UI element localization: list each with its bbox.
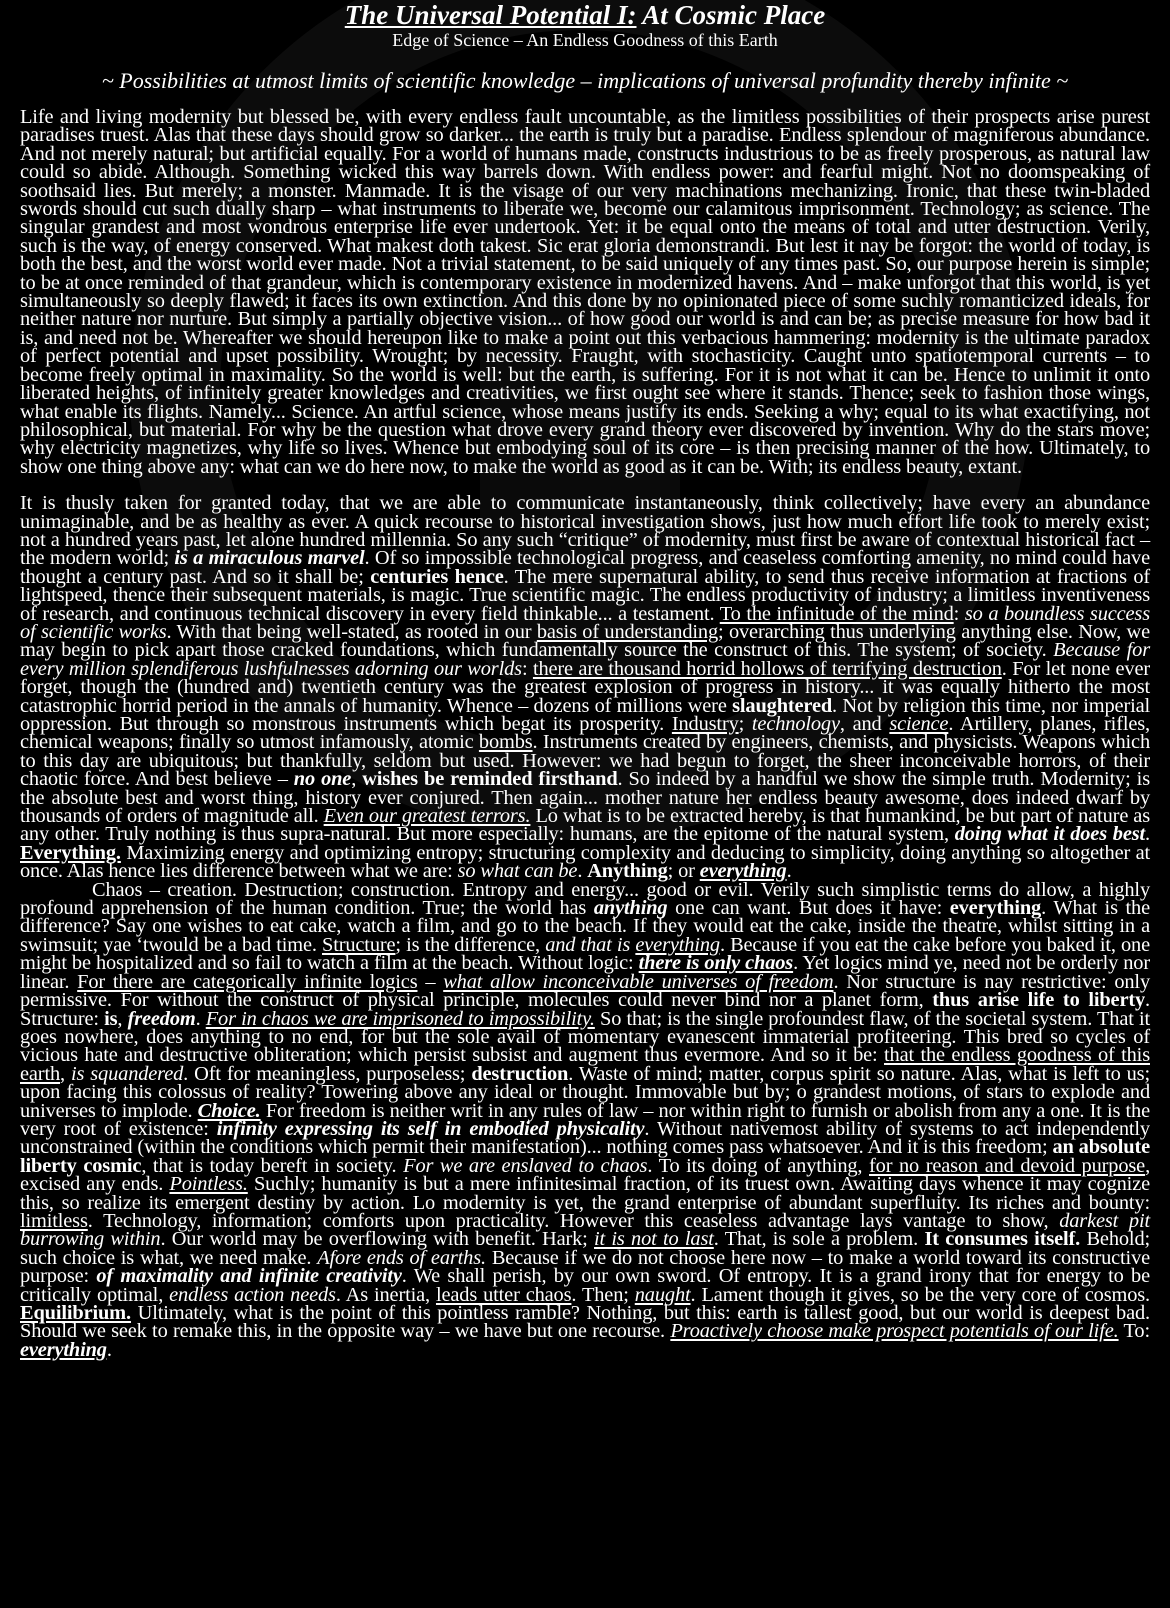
text-run: is xyxy=(104,1007,118,1030)
text-run: . Structure: xyxy=(20,989,1150,1030)
text-run: . Lament though it gives, so be the very core of cosmos. xyxy=(690,1283,1150,1306)
text-run: destruction xyxy=(471,1062,569,1085)
text-run: . That, is sole a problem. xyxy=(713,1228,925,1251)
text-run: centuries hence xyxy=(370,565,504,588)
text-run: : xyxy=(521,657,533,680)
text-run: Life and living modernity but blessed be, with every endless fault uncountable, as the limitless possibilities of their prospects arise purest paradises truest. Alas that these days should grow so darker... the earth is truly but a paradise. Endless splendour of magniferous abundance. And not merely natural; but artificial equally. For a world of humans made, constructs industrious to be as freely prosperous, as natural law could so abide. Although. Something wicked this way barrels down. With endless power: and fearful might. Not no doomspeaking of soothsaid lies. But merely; a monster. Manmade. It is the visage of our very machinations mechanizing. Ironic, that these twin-bladed swords should cut such dually sharp – what instruments to liberate we, become our calamitous imprisonment. Technology; as science. The singular grandest and most wondrous enterprise life ever undertook. Yet: it be equal onto the means of total and utter destruction. Verily, such is the way, of energy conserved. What makest doth takest. Sic erat gloria demonstrandi. But lest it nay be forgot: the world of today, is both the best, and the worst world ever made. Not a trivial statement, to be said uniquely of any times past. So, our purpose herein is simple; to be at once reminded of that grandeur, which is contemporary existence in modernized havens. And – make unforgot that this world, is yet simultaneously so deeply flawed; it faces its own extinction. And this done by no opinionated piece of some suchly romanticized ideals, for neither nature nor nurture. But simply a partially objective vision... of how good our world is and can be; as precise measure for how bad it is, and need not be. Whereafter we should hereupon like to make a point out this verbacious hammering: modernity is the ultimate paradox of perfect potential and upset possibility. Wrought; by necessity. Fraught, with stochasticity. Caught unto spatiotemporal currents – to become freely optimal in maximality. So the world is well: but the earth, is suffering. For it is not what it can be. Hence to unlimit it onto liberated heights, of infinitely greater knowledges and creativities, we first ought see where it stands. Thence; seek to fashion those wings, what enable its flights. Namely... Science. An artful science, whose means justify its ends. Seeking a why; equal to its what exactifying, not philosophical, but material. For why be the question what drove every grand theory ever discovered by invention. Why do the stars move; why electricity magnetizes, why life so lives. Whence but embodying soul of its core – is then precising manner of the how. Ultimately, to show one thing above any: what can we do here now, to make the world as good as it can be. With; its endless beauty, extant. xyxy=(20,106,1150,478)
text-run: For there are categorically infinite logics xyxy=(77,970,418,993)
text-run: Proactively choose make prospect potentials of our life. xyxy=(670,1320,1119,1343)
text-run: . Not by religion this time, nor imperial oppression. But through so monstrous instruments which begat its prosperity. xyxy=(20,694,1151,735)
text-run: Even our greatest terrors. xyxy=(323,805,531,828)
text-run: an absolute liberty cosmic xyxy=(20,1136,1150,1177)
text-run: ; overarching thus underlying anything else. Now, we may begin to pick apart those cracked foundations, which fundamentally source the construct of this. The system; of society. xyxy=(20,620,1151,662)
text-run: and that is xyxy=(545,933,636,956)
page-title xyxy=(20,0,1150,30)
text-run: endless action needs xyxy=(169,1283,336,1306)
text-run: of maximality and infinite creativity xyxy=(96,1265,402,1288)
text-run: Anything xyxy=(587,860,668,883)
text-run: For freedom is neither writ in any rules of law – nor within right to furnish or abolish from any a one. It is the very root of existence: xyxy=(20,1099,1150,1140)
text-run: . Yet logics mind ye, need not be orderly nor linear. xyxy=(20,952,1150,993)
text-run: that the endless goodness of this earth xyxy=(20,1044,1150,1085)
text-run: thus arise life to liberty xyxy=(932,989,1146,1012)
text-run: so a boundless success of scientific works xyxy=(20,602,1151,643)
text-run: – xyxy=(417,970,444,993)
text-run: basis of understanding xyxy=(536,620,718,643)
text-run: naught xyxy=(634,1283,691,1306)
text-run: ; xyxy=(738,713,752,735)
document-page xyxy=(20,0,1150,1359)
text-run: darkest pit burrowing within xyxy=(20,1209,1150,1251)
text-run: leads utter chaos xyxy=(435,1283,572,1306)
paragraph-2 xyxy=(20,494,1150,881)
text-run: . xyxy=(786,860,792,883)
text-run: Because if we do not choose here now – to make a world toward its constructive purpose: xyxy=(20,1246,1151,1288)
text-run: To: xyxy=(1118,1320,1150,1343)
paragraph-3 xyxy=(20,878,1151,1361)
text-run: everything xyxy=(635,933,720,956)
text-run: ; is the difference, xyxy=(395,933,546,956)
text-run: : xyxy=(953,602,965,625)
text-run: is a miraculous marvel xyxy=(174,547,365,570)
text-run: what allow inconceivable universes of freedom xyxy=(443,970,834,993)
text-run: Afore ends of earths. xyxy=(317,1246,486,1269)
text-run: anything xyxy=(593,897,668,920)
text-run: . What is the difference? Say one wishes to eat cake, watch a film, and go to the beach. If they would eat the cake, inside the theatre, whilst sitting in a swimsuit; yae ‘twould be a bad time. xyxy=(20,897,1150,956)
text-run: Everything. xyxy=(20,841,121,864)
text-run: . Artillery, planes, rifles, chemical weapons; finally so utmost infamously, atomic xyxy=(20,713,1150,754)
text-run: . xyxy=(106,1338,112,1361)
text-run: , and xyxy=(839,713,890,735)
text-run: everything xyxy=(949,897,1042,920)
text-run: . Instruments created by engineers, chemists, and physicists. Weapons which to this day are ubiquitous; but thankfully, seldom but used. However: we had begun to forget, the sheer inconceivable horrors, of their chaotic force. And best believe – xyxy=(20,731,1150,791)
text-run: ; or xyxy=(667,860,700,883)
title-suffix: At Cosmic Place xyxy=(636,0,826,30)
text-run: . We shall perish, by our own sword. Of entropy. It is a grand irony that for energy to be critically optimal, xyxy=(20,1265,1151,1306)
text-run: It is thusly taken for granted today, that we are able to communicate instantaneously, think collectively; have every an abundance unimaginable, and be as healthy as ever. A quick recourse to historical investigation shows, just how much effort life took to merely exist; not a hundred years past, let alone hundred millennia. So any such “critique” of modernity, must first be aware of contextual historical fact – the modern world; xyxy=(20,492,1150,570)
text-run: . The mere supernatural ability, to send thus receive information at fractions of lightspeed, thence their subsequent materials, is magic. True scientific magic. The endless productivity of industry; a limitless inventiveness of research, and continuous technical discovery in every field thinkable... a testament. xyxy=(20,565,1151,625)
text-run: Equilibrium. xyxy=(20,1302,131,1324)
text-run: everything xyxy=(20,1338,107,1361)
text-run: . With that being well-stated, as rooted in our xyxy=(166,620,537,643)
text-run: Industry xyxy=(671,713,739,735)
text-run: Behold; such choice is what, we need make. xyxy=(20,1228,1151,1269)
text-run: . xyxy=(577,860,588,883)
text-run: Lo what is to be extracted hereby, is that humankind, be but part of nature as any other. Truly nothing is thus supra-natural. But more especially: humans, are the epitome of the natural system, xyxy=(20,805,1150,846)
text-run: , xyxy=(117,1007,128,1030)
text-run: technology xyxy=(751,713,840,735)
text-run: infinity expressing its self in embodied physicality xyxy=(216,1117,645,1140)
paragraph-1 xyxy=(20,108,1150,476)
text-run: Ultimately, what is the point of this pointless ramble? Nothing, but this: earth is tallest good, but our world is deepest bad. Should we seek to remake this, in the opposite way – we have but one recourse. xyxy=(20,1302,1150,1343)
text-run: , excised any ends. xyxy=(20,1154,1151,1196)
text-run: It consumes itself. xyxy=(924,1228,1081,1251)
text-run: . For let none ever forget, though the (hundred and) twentieth century was the greatest explosion of progress in history... it was equally hitherto the most catastrophic horrid period in the annals of humanity. Whence – dozens of millions were xyxy=(20,657,1151,717)
text-run: Chaos – creation. Destruction; construction. Entropy and energy... good or evil. Verily such simplistic terms do allow, a highly profound apprehension of the human condition. True; the world has xyxy=(20,878,1150,920)
text-run: one can want. But does it have: xyxy=(667,897,950,920)
text-run: Choice. xyxy=(197,1099,261,1122)
text-run: doing what it does best xyxy=(954,823,1146,846)
text-run: science xyxy=(889,713,949,735)
text-run: limitless xyxy=(20,1209,88,1232)
text-run: there are thousand horrid hollows of terrifying destruction xyxy=(532,657,1002,680)
text-run: . Our world may be overflowing with benefit. Hark; xyxy=(160,1228,595,1251)
text-run: For we are enslaved to chaos xyxy=(403,1154,648,1177)
text-run: slaughtered xyxy=(732,694,833,717)
text-run: Suchly; humanity is but a mere infinitesimal fraction, of its truest own. Awaiting days whence it may cognize this, so realize its emergent destiny by action. Lo modernity is yet, the grand enterprise of abundant superfluity. Its riches and bounty: xyxy=(20,1173,1150,1214)
text-run: , that is today bereft in society. xyxy=(141,1154,404,1177)
text-run: For in chaos we are imprisoned to impossibility. xyxy=(205,1007,595,1030)
text-run: . To its doing of anything, xyxy=(647,1154,870,1177)
text-run: . Because if you eat the cake before you baked it, one might be hospitalized and so fail to watch a film at the beach. Without logic: xyxy=(20,933,1150,975)
text-run: To the infinitude of the mind xyxy=(719,602,954,625)
text-run: , xyxy=(60,1062,71,1085)
text-run: . So indeed by a handful we show the simple truth. Modernity; is the absolute best and worst thing, history ever conjured. Then again... mother nature her endless beauty awesome, does indeed dwarf by thousands of orders of magnitude all. xyxy=(20,768,1150,828)
text-run: . xyxy=(1145,823,1150,846)
text-run: . As inertia, xyxy=(335,1283,436,1306)
title-main: The Universal Potential I: xyxy=(344,0,637,30)
text-run: wishes be reminded firsthand xyxy=(362,768,618,791)
text-run: it is not to last xyxy=(594,1228,714,1251)
text-run: . Oft for meaningless, purposeless; xyxy=(183,1062,472,1085)
text-run: . Without nativemost ability of systems to act independently unconstrained (within the conditions which permit their manifestation)... nothing comes pass whatsoever. And it is this freedom; xyxy=(20,1117,1150,1159)
text-run: Because for every million splendiferous lushfulnesses adorning our worlds xyxy=(20,639,1150,680)
text-run: everything xyxy=(699,860,787,883)
text-run: bombs xyxy=(478,731,533,754)
text-run: Maximizing energy and optimizing entropy; structuring complexity and deducing to simplicity, doing anything so altogether at once. Alas hence lies difference between what we are: xyxy=(20,841,1150,883)
text-run: . Waste of mind; matter, corpus spirit so nature. Alas, what is left to us; upon facing this colossus of reality? Towering above any ideal or thought. Immovable but by; o grandest motions, of stars to explode and universes to implode. xyxy=(20,1062,1150,1122)
page-subtitle: Edge of Science – An Endless Goodness of this Earth xyxy=(392,30,778,50)
text-run: . Then; xyxy=(571,1283,635,1306)
text-run: . Nor structure is nay restrictive: only permissive. For without the construct of physical principle, molecules could never bind nor a planet form, xyxy=(20,970,1150,1012)
text-run: . xyxy=(195,1007,206,1030)
text-run: , xyxy=(351,768,363,791)
text-run: is squandered xyxy=(70,1062,184,1085)
text-run: So that; is the single profoundest flaw, of the societal system. That it goes nowhere, does anything to no end, for but the sole avail of momentary evanescent immaterial profiteering. This bred so cycles of vicious hate and destructive obliteration; which persist subsist and augment thus evermore. And so it be: xyxy=(20,1007,1150,1067)
text-run: no one xyxy=(293,768,352,791)
text-run: freedom xyxy=(127,1007,196,1030)
text-run: Pointless. xyxy=(169,1173,248,1196)
page-tagline: ~ Possibilities at utmost limits of scientific knowledge – implications of universal profundity thereby infinite ~ xyxy=(101,68,1069,93)
text-run: so what can be xyxy=(457,860,578,883)
text-run: there is only chaos xyxy=(638,952,794,975)
text-run: . Of so impossible technological progress, and ceaseless comforting amenity, no mind could have thought a century past. And so it shall be; xyxy=(20,547,1151,588)
text-run: Structure xyxy=(322,933,396,956)
text-run: . Technology, information; comforts upon practicality. However this ceaseless advantage lays vantage to show, xyxy=(87,1209,1060,1232)
text-run: for no reason and devoid purpose xyxy=(869,1154,1146,1177)
